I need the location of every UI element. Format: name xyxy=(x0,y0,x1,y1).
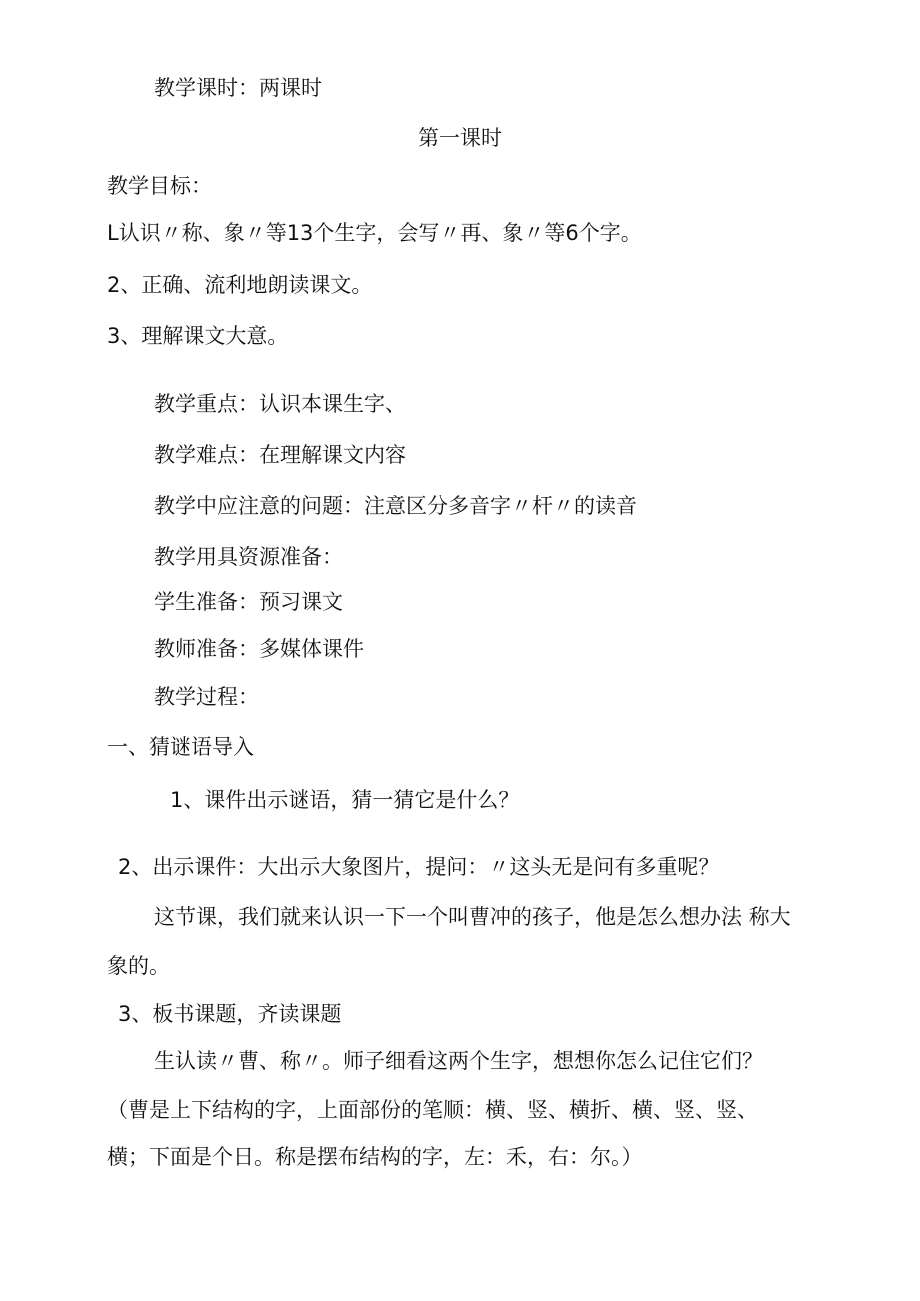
step-item: 3、板书课题，齐读课题 xyxy=(118,1002,342,1026)
section-heading: 一、猜谜语导入 xyxy=(107,735,254,759)
process-heading: 教学过程： xyxy=(154,685,259,709)
paragraph-line: （曹是上下结构的字，上面部份的笔顺：横、竖、横折、横、竖、竖、 xyxy=(107,1098,758,1122)
difficult-point: 教学难点：在理解课文内容 xyxy=(154,443,406,467)
class-hours: 教学课时：两课时 xyxy=(154,76,322,100)
objective-item: L认识〃称、象〃等13个生字，会写〃再、象〃等6个字。 xyxy=(107,221,642,245)
teacher-prep: 教师准备：多媒体课件 xyxy=(154,637,364,661)
paragraph-line: 横；下面是个日。称是摆布结构的字，左：禾，右：尔。） xyxy=(107,1145,643,1169)
step-item: 1、课件出示谜语，猜一猜它是什么？ xyxy=(170,788,520,812)
paragraph-line: 生认读〃曹、称〃。师子细看这两个生字，想想你怎么记住它们？ xyxy=(154,1049,763,1073)
objective-item: 2、正确、流利地朗读课文。 xyxy=(107,273,373,297)
objectives-heading: 教学目标： xyxy=(107,174,212,198)
resources-heading: 教学用具资源准备： xyxy=(154,545,343,569)
paragraph-line: 这节课，我们就来认识一下一个叫曹冲的孩子，他是怎么想办法 称大 xyxy=(154,905,791,929)
objective-item: 3、理解课文大意。 xyxy=(107,324,289,348)
attention-note: 教学中应注意的问题：注意区分多音字〃杆〃的读音 xyxy=(154,494,637,518)
lesson-title: 第一课时 xyxy=(418,126,502,150)
step-item: 2、出示课件：大出示大象图片，提问：〃这头无是问有多重呢？ xyxy=(118,855,720,879)
paragraph-line: 象的。 xyxy=(107,954,170,978)
student-prep: 学生准备：预习课文 xyxy=(154,590,343,614)
key-point: 教学重点：认识本课生字、 xyxy=(154,392,406,416)
